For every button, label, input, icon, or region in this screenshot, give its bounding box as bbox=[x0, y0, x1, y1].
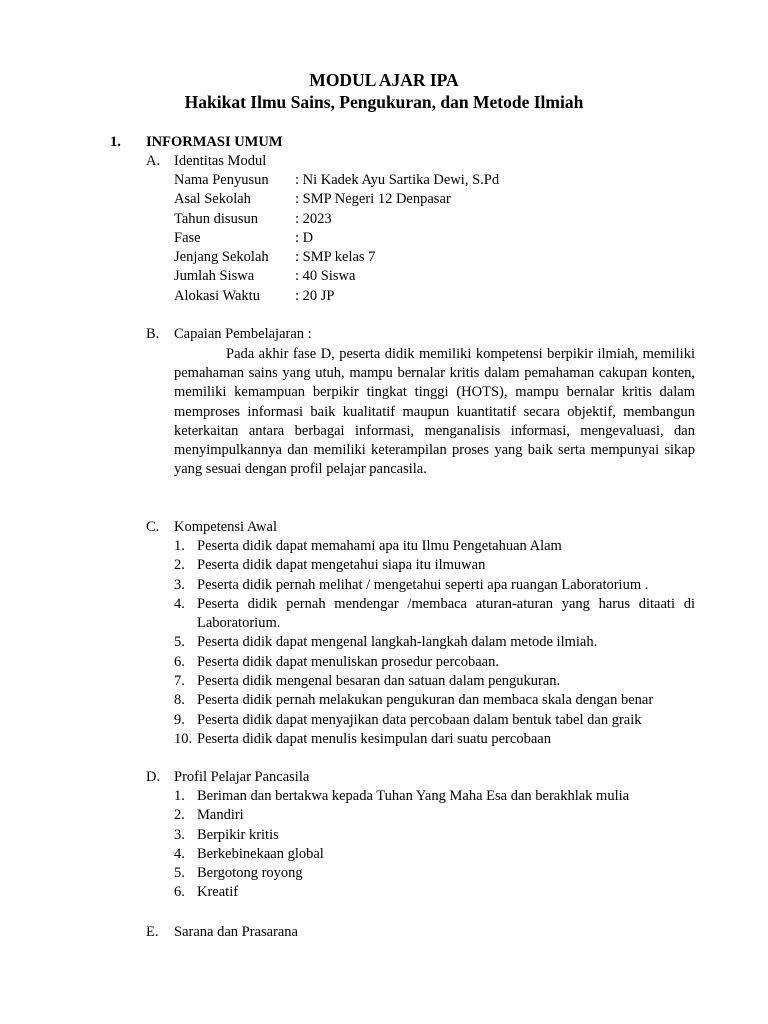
subsection-c-letter: C. bbox=[146, 519, 160, 535]
identity-value: : D bbox=[295, 229, 314, 246]
list-item bbox=[174, 864, 695, 883]
list-number: 1. bbox=[174, 538, 185, 554]
list-text: Beriman dan bertakwa kepada Tuhan Yang Maha Esa dan berakhlak mulia bbox=[197, 788, 630, 804]
list-number: 6. bbox=[174, 653, 185, 670]
subsection-b-heading: Capaian Pembelajaran : bbox=[174, 326, 312, 342]
list-number: 2. bbox=[174, 807, 185, 824]
list-item bbox=[174, 653, 695, 672]
identity-value: : SMP Negeri 12 Denpasar bbox=[295, 191, 451, 208]
list-text: Peserta didik dapat menulis kesimpulan dari suatu percobaan bbox=[197, 730, 551, 747]
list-number: 5. bbox=[174, 865, 185, 882]
identity-value: : 40 Siswa bbox=[295, 268, 356, 285]
list-text: Peserta didik pernah melakukan pengukuran dan membaca skala dengan benar bbox=[197, 692, 654, 709]
identity-key: Jumlah Siswa bbox=[174, 268, 255, 285]
pancasila-profile-list bbox=[174, 787, 695, 903]
list-text: Peserta didik pernah mendengar /membaca aturan-aturan yang harus ditaati di Laboratorium. bbox=[197, 595, 695, 632]
identity-key: Fase bbox=[174, 229, 201, 246]
subsection-b-letter: B. bbox=[146, 326, 160, 342]
list-number: 6. bbox=[174, 884, 185, 901]
subsection-a-letter: A. bbox=[146, 153, 161, 169]
list-number: 1. bbox=[174, 788, 185, 804]
list-item bbox=[174, 691, 695, 710]
list-item bbox=[174, 672, 695, 691]
list-item bbox=[174, 787, 695, 806]
identity-key: Alokasi Waktu bbox=[174, 287, 260, 304]
identity-value: : 2023 bbox=[295, 210, 332, 227]
list-number: 9. bbox=[174, 711, 185, 728]
subsection-d-letter: D. bbox=[146, 769, 161, 785]
list-item bbox=[174, 845, 695, 864]
list-item bbox=[174, 556, 695, 575]
identity-value: : 20 JP bbox=[295, 287, 335, 304]
list-item bbox=[174, 633, 695, 652]
subsection-e-heading: Sarana dan Prasarana bbox=[174, 924, 298, 940]
list-text: Peserta didik dapat menuliskan prosedur percobaan. bbox=[197, 653, 499, 670]
list-text: Peserta didik dapat mengetahui siapa itu ilmuwan bbox=[197, 557, 486, 574]
identity-row bbox=[174, 229, 594, 248]
identity-row bbox=[174, 190, 594, 209]
list-item bbox=[174, 595, 695, 634]
list-number: 2. bbox=[174, 557, 185, 574]
list-text: Peserta didik dapat menyajikan data percobaan dalam bentuk tabel dan graik bbox=[197, 711, 642, 728]
list-text: Kreatif bbox=[197, 884, 239, 901]
list-item bbox=[174, 730, 695, 749]
list-text: Peserta didik mengenal besaran dan satuan dalam pengukuran. bbox=[197, 673, 561, 690]
subsection-d-heading: Profil Pelajar Pancasila bbox=[174, 769, 310, 785]
list-text: Berpikir kritis bbox=[197, 826, 279, 843]
learning-outcome-paragraph: Pada akhir fase D, peserta didik memiliki kompetensi berpikir ilmiah, memiliki pemahaman sains yang utuh, mampu bernalar kritis dalam pemahaman cakupan konten, memiliki kemampuan berpikir tingkat tinggi (HOTS), mampu bernalar kritis dalam memproses informasi baik kualitatif maupun kuantitatif secara objektif, membangun keterkaitan antara berbagai informasi, menganalisis informasi, mengevaluasi, dan menyimpulkannya dan memiliki keterampilan proses yang baik serta mempunyai sikap yang sesuai dengan profil pelajar pancasila. bbox=[174, 346, 695, 478]
list-number: 7. bbox=[174, 673, 185, 690]
list-number: 4. bbox=[174, 595, 185, 612]
section-title: INFORMASI UMUM bbox=[146, 134, 283, 150]
identity-value: : Ni Kadek Ayu Sartika Dewi, S.Pd bbox=[295, 172, 500, 188]
list-number: 5. bbox=[174, 634, 185, 651]
list-text: Bergotong royong bbox=[197, 865, 303, 882]
list-number: 10. bbox=[174, 730, 193, 747]
identity-row bbox=[174, 171, 594, 190]
list-text: Peserta didik pernah melihat / mengetahui seperti apa ruangan Laboratorium . bbox=[197, 576, 649, 593]
list-number: 3. bbox=[174, 576, 185, 593]
initial-competence-list bbox=[174, 537, 695, 749]
list-text: Peserta didik dapat memahami apa itu Ilmu Pengetahuan Alam bbox=[197, 538, 562, 554]
list-item bbox=[174, 576, 695, 595]
subsection-e-letter: E. bbox=[146, 924, 159, 940]
list-item bbox=[174, 883, 695, 902]
document-title: MODUL AJAR IPA bbox=[309, 70, 459, 90]
identity-row bbox=[174, 287, 594, 306]
identity-table bbox=[174, 171, 594, 306]
list-number: 4. bbox=[174, 845, 185, 862]
section-number: 1. bbox=[110, 134, 121, 150]
identity-key: Nama Penyusun bbox=[174, 172, 269, 188]
identity-key: Jenjang Sekolah bbox=[174, 249, 269, 266]
identity-key: Tahun disusun bbox=[174, 210, 258, 227]
list-item bbox=[174, 826, 695, 845]
identity-row bbox=[174, 210, 594, 229]
identity-row bbox=[174, 267, 594, 286]
identity-value: : SMP kelas 7 bbox=[295, 249, 376, 266]
list-text: Mandiri bbox=[197, 807, 244, 824]
list-item bbox=[174, 537, 695, 556]
list-item bbox=[174, 806, 695, 825]
subsection-c-heading: Kompetensi Awal bbox=[174, 519, 277, 535]
list-text: Berkebinekaan global bbox=[197, 845, 324, 862]
list-number: 8. bbox=[174, 692, 185, 709]
list-item bbox=[174, 711, 695, 730]
identity-key: Asal Sekolah bbox=[174, 191, 251, 208]
list-number: 3. bbox=[174, 826, 185, 843]
identity-row bbox=[174, 248, 594, 267]
list-text: Peserta didik dapat mengenal langkah-langkah dalam metode ilmiah. bbox=[197, 634, 598, 651]
document-subtitle: Hakikat Ilmu Sains, Pengukuran, dan Metode Ilmiah bbox=[184, 92, 584, 112]
subsection-a-heading: Identitas Modul bbox=[174, 153, 267, 169]
